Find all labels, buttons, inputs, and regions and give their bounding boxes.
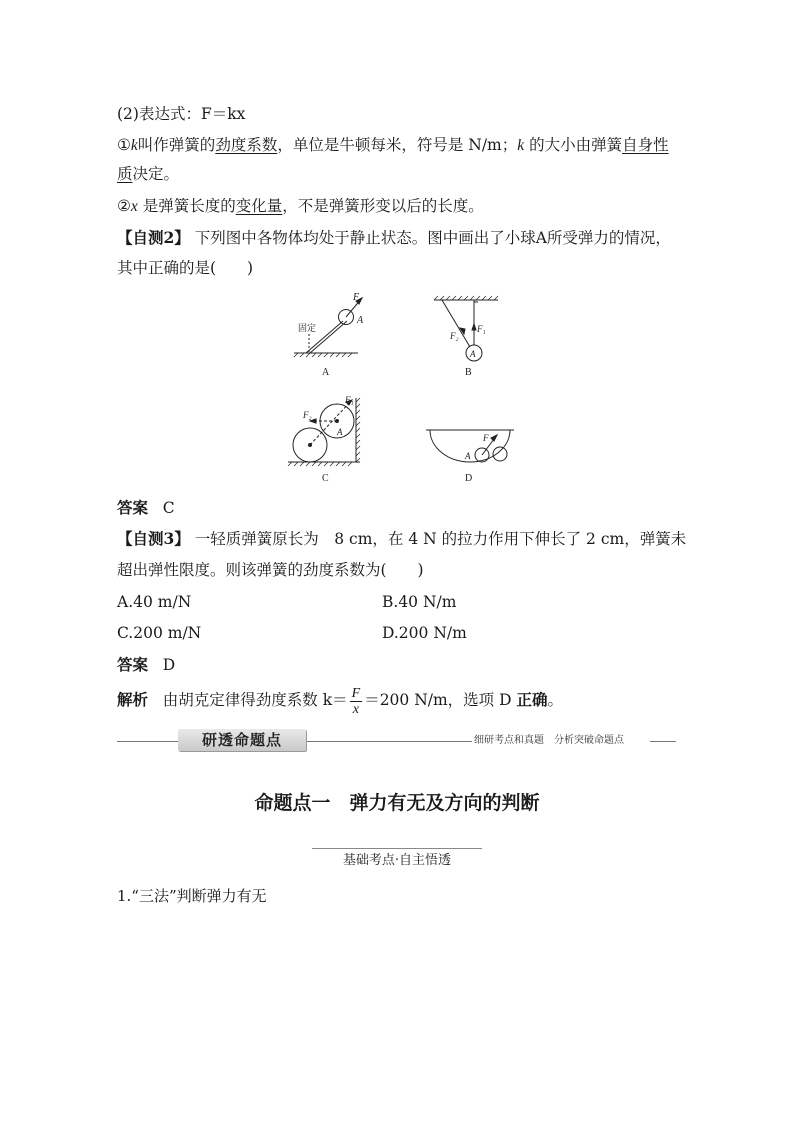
section-subtitle: 基础考点·自主悟透 xyxy=(342,853,452,868)
option-a: A.40 m/N xyxy=(117,593,192,611)
label-a-f: F xyxy=(353,292,360,303)
answer-2: 答案 C xyxy=(117,498,175,517)
band-line-left xyxy=(117,741,178,742)
label-c-f1: F₁ xyxy=(345,395,354,405)
term-stiffness: 劲度系数 xyxy=(215,136,278,154)
label-d: D xyxy=(465,473,473,484)
option-b: B.40 N/m xyxy=(382,593,457,611)
k-definition-line: ①k叫作弹簧的劲度系数，单位是牛顿每米，符号是 N/m；k 的大小由弹簧自身性 xyxy=(117,136,669,154)
label-d-ball: A xyxy=(465,451,471,461)
label-fixed: 固定 xyxy=(298,323,317,333)
expression-line: (2)表达式：F＝kx xyxy=(117,105,246,123)
label-d-f: F xyxy=(483,433,489,443)
question-3-tag: 【自测3】 xyxy=(117,529,190,548)
section-band-right: 细研考点和真题 分析突破命题点 xyxy=(474,735,624,746)
label-b-f2: F₂ xyxy=(450,331,459,341)
band-line-mid xyxy=(306,741,472,742)
question-2-tag: 【自测2】 xyxy=(117,228,190,247)
explanation: 解析 由胡克定律得劲度系数 k＝ $\frac{F}{x}$ ＝200 N/m，选项 D 正确。 xyxy=(117,685,563,717)
question-3: 【自测3】 一轻质弹簧原长为 8 cm，在 4 N 的拉力作用下伸长了 2 cm，弹簧未 xyxy=(117,529,687,548)
fraction-f-over-x: $\frac{F}{x}$ xyxy=(351,685,361,717)
band-line-right xyxy=(650,741,676,742)
label-c-f2: F₂ xyxy=(303,410,312,420)
label-c-ball: A xyxy=(337,427,343,437)
term-self-property: 自身性 xyxy=(622,136,669,154)
force-diagram-figure xyxy=(0,290,794,490)
question-2-line-2: 其中正确的是( ) xyxy=(117,259,254,277)
section-title: 命题点一 弹力有无及方向的判断 xyxy=(254,792,540,814)
question-3-line-2: 超出弹性限度。则该弹簧的劲度系数为( ) xyxy=(117,561,424,579)
label-c: C xyxy=(322,473,329,484)
label-a-ball: A xyxy=(357,315,364,326)
x-definition-line: ②x 是弹簧长度的变化量，不是弹簧形变以后的长度。 xyxy=(117,197,484,215)
label-b: B xyxy=(465,367,472,378)
term-change: 变化量 xyxy=(235,197,283,215)
k-definition-line-2: 质决定。 xyxy=(117,165,180,183)
item-1: 1.“三法”判断弹力有无 xyxy=(117,887,267,905)
subtitle-rule xyxy=(312,848,482,849)
label-b-ball: A xyxy=(470,349,476,359)
answer-3: 答案 D xyxy=(117,655,176,674)
question-2: 【自测2】 下列图中各物体均处于静止状态。图中画出了小球A所受弹力的情况， xyxy=(117,228,671,247)
option-d: D.200 N/m xyxy=(382,624,467,642)
diagram-c xyxy=(288,398,360,466)
diagram-b xyxy=(434,296,498,361)
option-c: C.200 m/N xyxy=(117,624,202,642)
label-b-f1: F₁ xyxy=(477,324,486,334)
label-a: A xyxy=(322,367,330,378)
section-band-title: 研透命题点 xyxy=(178,729,306,751)
